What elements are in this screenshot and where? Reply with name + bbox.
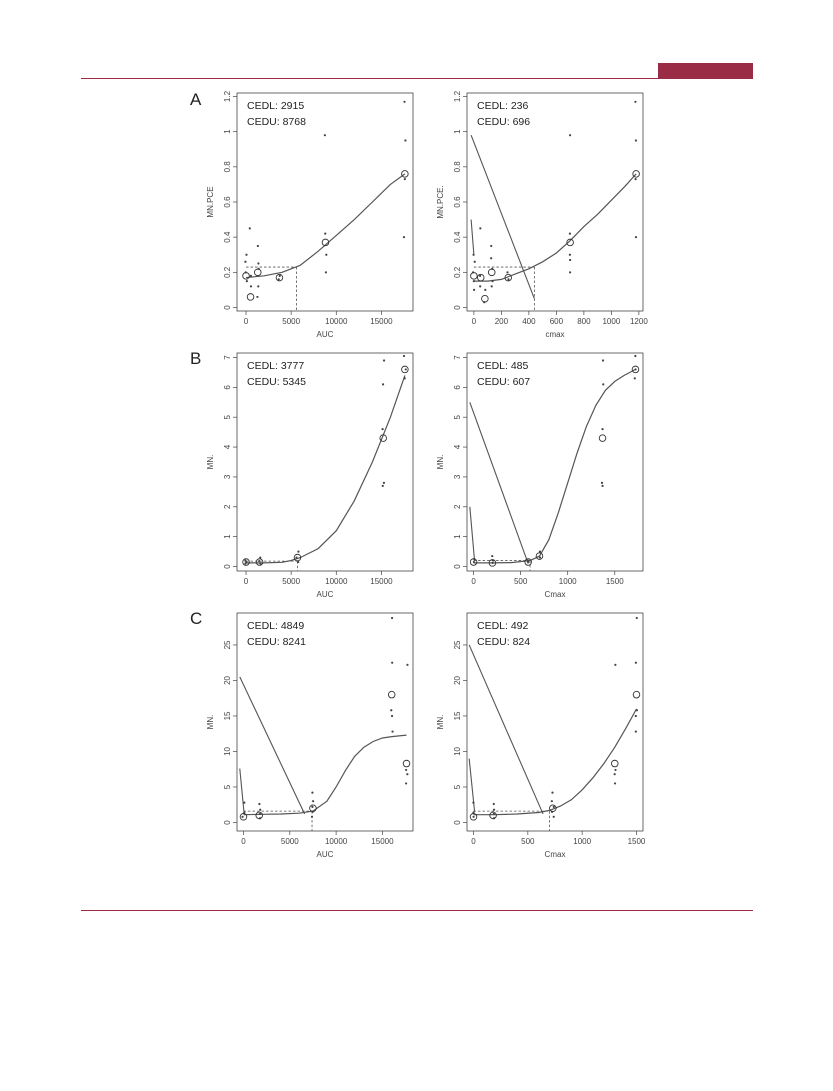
- chart-1-xlabel: cmax: [545, 330, 565, 339]
- chart-1-point: [634, 101, 636, 103]
- chart-3-ytick-label: 0: [453, 564, 462, 569]
- chart-4-xtick-label: 15000: [371, 837, 394, 846]
- chart-0-point: [404, 139, 406, 141]
- chart-5-extra-line: [469, 645, 543, 814]
- chart-1-ylabel: MN.PCE.: [436, 185, 445, 219]
- chart-1-point: [491, 280, 493, 282]
- chart-1-xtick-label: 400: [522, 317, 536, 326]
- chart-2-point: [382, 383, 384, 385]
- chart-2-xtick-label: 5000: [282, 577, 301, 586]
- chart-1-xtick-label: 600: [549, 317, 564, 326]
- chart-5-xtick-label: 500: [521, 837, 535, 846]
- chart-2-point: [259, 562, 261, 564]
- chart-5-xtick-label: 0: [471, 837, 476, 846]
- chart-2-ytick-label: 4: [223, 444, 232, 450]
- chart-1-point: [472, 254, 474, 256]
- chart-5-point: [614, 769, 616, 771]
- chart-4-point: [405, 782, 407, 784]
- chart-4-extra-line: [240, 677, 305, 814]
- chart-3-point: [491, 555, 493, 557]
- chart-0-point: [257, 245, 259, 247]
- chart-3-ytick-label: 4: [453, 444, 462, 450]
- chart-3-point: [634, 355, 636, 357]
- chart-0-point: [403, 101, 405, 103]
- chart-5-xtick-label: 1500: [627, 837, 646, 846]
- chart-5-xlabel: Cmax: [544, 850, 566, 859]
- chart-3-extra-line: [470, 507, 475, 561]
- chart-0-xtick-label: 15000: [370, 317, 393, 326]
- chart-3-ylabel: MN.: [436, 454, 445, 470]
- chart-1-point: [479, 285, 481, 287]
- chart-3-point: [634, 368, 636, 370]
- chart-0-point: [249, 227, 251, 229]
- chart-0-point: [256, 296, 258, 298]
- chart-5-ytick-label: 10: [453, 747, 462, 756]
- chart-3-point: [602, 383, 604, 385]
- chart-5-ytick-label: 5: [453, 784, 462, 790]
- chart-2-ytick-label: 2: [223, 504, 232, 510]
- chart-0-annotation: CEDL: 2915: [247, 100, 305, 112]
- chart-5-point: [493, 813, 495, 815]
- chart-3-xtick-label: 1500: [605, 577, 624, 586]
- header-rule: [81, 78, 753, 79]
- chart-1-point: [569, 254, 571, 256]
- chart-5-plot-area: [469, 617, 640, 831]
- chart-2-point: [244, 562, 246, 564]
- chart-2-point: [258, 560, 260, 562]
- chart-0-ytick-label: 0: [223, 305, 232, 310]
- chart-c-cmax: [425, 605, 655, 865]
- chart-4-point: [390, 709, 392, 711]
- chart-0-point: [324, 134, 326, 136]
- chart-4-extra-line: [240, 769, 244, 812]
- panel-letter-c: C: [190, 609, 203, 628]
- chart-4-point: [391, 730, 393, 732]
- chart-c-auc: [195, 605, 425, 865]
- chart-3-xlabel: Cmax: [544, 590, 566, 599]
- chart-4-ytick-label: 20: [223, 676, 232, 685]
- chart-2-point: [295, 556, 297, 558]
- chart-4-point: [391, 617, 393, 619]
- chart-0-ytick-label: 0.6: [223, 196, 232, 208]
- chart-1-point: [569, 134, 571, 136]
- chart-4-annotation: CEDL: 4849: [247, 620, 305, 632]
- chart-0-point: [257, 262, 259, 264]
- chart-4-ylabel: MN.: [206, 714, 215, 730]
- chart-0-fit-curve: [246, 174, 405, 278]
- panel-letter-b: B: [190, 349, 202, 368]
- chart-3-annotation: CEDL: 485: [477, 360, 529, 372]
- chart-1-annotation: CEDU: 696: [477, 116, 531, 128]
- chart-4-fit-curve: [244, 735, 407, 815]
- chart-1-point: [569, 233, 571, 235]
- chart-4-ytick-label: 10: [223, 747, 232, 756]
- chart-3-ytick-label: 1: [453, 534, 462, 539]
- chart-0-point: [324, 233, 326, 235]
- chart-0-point: [404, 178, 406, 180]
- chart-4-point: [405, 769, 407, 771]
- chart-2-annotation: CEDL: 3777: [247, 360, 305, 372]
- chart-0-ytick-label: 0.8: [223, 161, 232, 173]
- chart-0-ylabel: MN.PCE: [206, 186, 215, 218]
- chart-0-point: [257, 285, 259, 287]
- chart-0-point: [279, 275, 281, 277]
- chart-1-ytick-label: 1: [453, 129, 462, 134]
- chart-2-ytick-label: 3: [223, 474, 232, 480]
- chart-0-mean-marker: [243, 273, 250, 280]
- chart-1-annotation: CEDL: 236: [477, 100, 529, 112]
- chart-0-xlabel: AUC: [316, 330, 334, 339]
- chart-1-xtick-label: 1200: [629, 317, 648, 326]
- chart-b-cmax: [425, 345, 655, 605]
- chart-1-extra-line: [471, 220, 474, 255]
- chart-4-ytick-label: 5: [223, 784, 232, 790]
- chart-1-point: [473, 289, 475, 291]
- chart-3-point: [492, 562, 494, 564]
- chart-4-point: [312, 800, 314, 802]
- chart-0-ytick-label: 1.2: [223, 90, 232, 103]
- chart-4-xtick-label: 5000: [280, 837, 299, 846]
- chart-1-point: [569, 271, 571, 273]
- chart-0-xtick-label: 10000: [325, 317, 348, 326]
- chart-2-ytick-label: 5: [223, 414, 232, 420]
- chart-5-ylabel: MN.: [436, 714, 445, 730]
- chart-3-point: [473, 561, 475, 563]
- chart-3-xtick-label: 0: [471, 577, 476, 586]
- chart-1-point: [490, 245, 492, 247]
- chart-1-ytick-label: 0.8: [453, 161, 462, 173]
- chart-5-ytick-label: 25: [453, 640, 462, 650]
- chart-4-point: [391, 662, 393, 664]
- chart-3-extra-line: [470, 402, 528, 563]
- chart-2-annotation: CEDU: 5345: [247, 376, 306, 388]
- chart-1-point: [474, 261, 476, 263]
- chart-1-xtick-label: 800: [577, 317, 591, 326]
- chart-0-annotation: CEDU: 8768: [247, 116, 306, 128]
- chart-3-ytick-label: 6: [453, 385, 462, 390]
- chart-1-ytick-label: 0: [453, 305, 462, 310]
- chart-5-point: [635, 715, 637, 717]
- chart-0-ytick-label: 0.4: [223, 231, 232, 243]
- chart-5-point: [553, 806, 555, 808]
- chart-2-point: [383, 482, 385, 484]
- chart-5-ytick-label: 20: [453, 676, 462, 685]
- chart-5-point: [636, 617, 638, 619]
- chart-0-mean-marker: [247, 294, 254, 301]
- chart-2-point: [405, 368, 407, 370]
- chart-3-xtick-label: 500: [513, 577, 528, 586]
- chart-5-point: [614, 782, 616, 784]
- chart-2-point: [381, 428, 383, 430]
- chart-0-point: [250, 285, 252, 287]
- chart-3-point: [601, 428, 603, 430]
- chart-1-point: [490, 257, 492, 259]
- chart-3-ytick-label: 3: [453, 474, 462, 480]
- chart-0-point: [245, 254, 247, 256]
- chart-3-point: [527, 561, 529, 563]
- chart-2-point: [297, 550, 299, 552]
- chart-5-point: [472, 816, 474, 818]
- chart-4-mean-marker: [403, 760, 410, 767]
- chart-2-ytick-label: 1: [223, 534, 232, 539]
- chart-0-xtick-label: 5000: [282, 317, 301, 326]
- chart-2-xlabel: AUC: [316, 590, 334, 599]
- chart-1-ytick-label: 0.2: [453, 266, 462, 278]
- chart-1-point: [491, 285, 493, 287]
- chart-0-plot-area: [243, 101, 408, 311]
- chart-5-point: [635, 730, 637, 732]
- chart-2-ytick-label: 7: [223, 355, 232, 360]
- chart-0-point: [244, 261, 246, 263]
- chart-3-ytick-label: 7: [453, 355, 462, 360]
- chart-3-point: [539, 556, 541, 558]
- chart-3-point: [601, 485, 603, 487]
- chart-3-point: [601, 482, 603, 484]
- chart-4-plot-area: [240, 617, 410, 831]
- chart-4-ytick-label: 15: [223, 711, 232, 721]
- header-tab: [658, 63, 753, 79]
- panel-letter-a: A: [190, 90, 202, 109]
- chart-3-fit-curve: [474, 369, 636, 563]
- chart-1-point: [634, 178, 636, 180]
- chart-1-point: [479, 227, 481, 229]
- chart-5-point: [551, 792, 553, 794]
- chart-1-xtick-label: 1000: [602, 317, 621, 326]
- chart-1-ytick-label: 1.2: [453, 90, 462, 103]
- chart-4-point: [406, 664, 408, 666]
- chart-1-mean-marker: [633, 171, 640, 178]
- chart-1-point: [506, 271, 508, 273]
- chart-2-point: [403, 355, 405, 357]
- chart-1-mean-marker: [471, 273, 478, 280]
- chart-0-point: [246, 280, 248, 282]
- chart-0-ytick-label: 1: [223, 129, 232, 134]
- chart-5-point: [551, 800, 553, 802]
- chart-3-ytick-label: 2: [453, 504, 462, 510]
- chart-3-point: [602, 359, 604, 361]
- chart-5-point: [553, 816, 555, 818]
- chart-2-ytick-label: 6: [223, 385, 232, 390]
- chart-a-cmax: [425, 85, 655, 345]
- chart-b-auc: [195, 345, 425, 605]
- chart-0-point: [325, 254, 327, 256]
- chart-4-point: [311, 806, 313, 808]
- chart-4-annotation: CEDU: 8241: [247, 636, 306, 648]
- chart-5-annotation: CEDU: 824: [477, 636, 531, 648]
- chart-0-point: [250, 275, 252, 277]
- chart-1-ytick-label: 0.4: [453, 231, 462, 243]
- chart-1-point: [569, 259, 571, 261]
- chart-1-point: [484, 289, 486, 291]
- chart-4-point: [259, 813, 261, 815]
- chart-4-point: [311, 816, 313, 818]
- chart-2-fit-curve: [246, 375, 405, 563]
- chart-5-point: [614, 664, 616, 666]
- chart-5-point: [493, 803, 495, 805]
- chart-1-mean-marker: [482, 295, 489, 302]
- chart-1-xtick-label: 0: [471, 317, 477, 326]
- chart-5-extra-line: [469, 759, 474, 812]
- chart-1-mean-marker: [488, 269, 495, 276]
- chart-2-point: [382, 485, 384, 487]
- chart-5-point: [635, 662, 637, 664]
- chart-2-point: [383, 359, 385, 361]
- chart-5-point: [614, 773, 616, 775]
- chart-1-fit-curve: [474, 174, 636, 281]
- chart-1-point: [507, 278, 509, 280]
- chart-3-point: [634, 377, 636, 379]
- chart-3-xtick-label: 1000: [558, 577, 577, 586]
- chart-4-ytick-label: 25: [223, 640, 232, 650]
- chart-0-ytick-label: 0.2: [223, 266, 232, 278]
- chart-1-plot-area: [471, 101, 640, 311]
- chart-4-mean-marker: [388, 691, 395, 698]
- chart-2-xtick-label: 10000: [325, 577, 348, 586]
- chart-1-point: [635, 236, 637, 238]
- chart-0-mean-marker: [254, 269, 261, 276]
- chart-2-xtick-label: 0: [243, 577, 249, 586]
- chart-2-ylabel: MN.: [206, 454, 215, 470]
- chart-4-ytick-label: 0: [223, 820, 232, 825]
- chart-5-annotation: CEDL: 492: [477, 620, 529, 632]
- chart-5-ytick-label: 0: [453, 820, 462, 825]
- chart-5-point: [493, 809, 495, 811]
- chart-2-ytick-label: 0: [223, 564, 232, 569]
- chart-5-mean-marker: [611, 760, 618, 767]
- chart-1-point: [635, 139, 637, 141]
- chart-4-xlabel: AUC: [316, 850, 334, 859]
- chart-2-point: [404, 377, 406, 379]
- chart-4-point: [258, 803, 260, 805]
- chart-5-point: [472, 801, 474, 803]
- chart-0-xtick-label: 0: [243, 317, 249, 326]
- footer-rule: [81, 910, 753, 911]
- chart-4-point: [406, 773, 408, 775]
- chart-5-xtick-label: 1000: [573, 837, 592, 846]
- chart-4-point: [241, 816, 243, 818]
- chart-0-point: [325, 271, 327, 273]
- chart-4-point: [259, 809, 261, 811]
- chart-4-point: [391, 715, 393, 717]
- chart-4-xtick-label: 0: [241, 837, 246, 846]
- chart-1-point: [473, 280, 475, 282]
- chart-5-ytick-label: 15: [453, 711, 462, 721]
- chart-3-ytick-label: 5: [453, 414, 462, 420]
- chart-3-mean-marker: [599, 435, 606, 442]
- chart-2-xtick-label: 15000: [370, 577, 393, 586]
- chart-4-xtick-label: 10000: [324, 837, 348, 846]
- chart-a-auc: [195, 85, 425, 345]
- chart-4-point: [243, 801, 245, 803]
- chart-3-annotation: CEDU: 607: [477, 376, 531, 388]
- chart-0-point: [403, 236, 405, 238]
- chart-1-ytick-label: 0.6: [453, 196, 462, 208]
- chart-4-point: [311, 792, 313, 794]
- chart-5-mean-marker: [633, 691, 640, 698]
- chart-5-point: [636, 709, 638, 711]
- chart-1-xtick-label: 200: [494, 317, 509, 326]
